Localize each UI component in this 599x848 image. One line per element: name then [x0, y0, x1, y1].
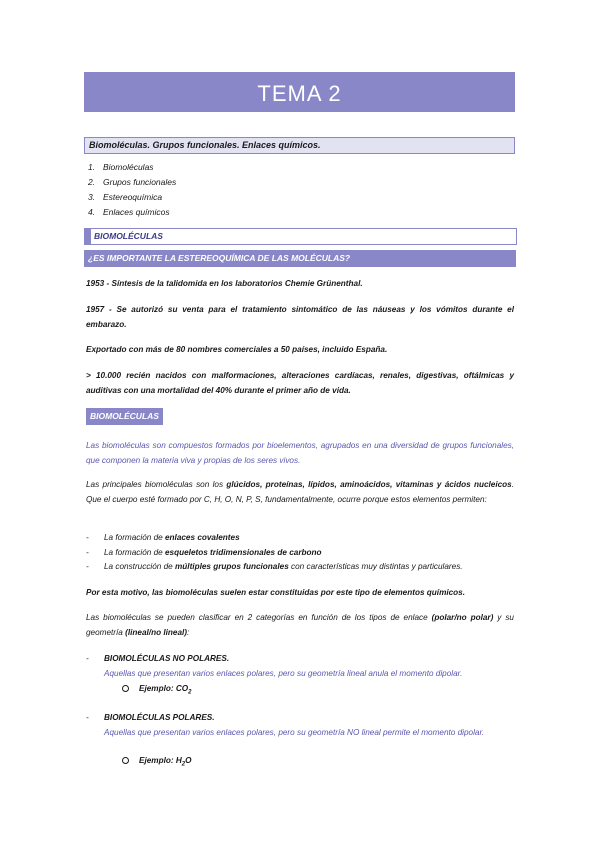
principal-post: . Que el cuerpo esté formado por C, H, O, N, P, S, fundamentalmente, ocurre porque estos elementos permiten:: [86, 480, 515, 504]
definition-paragraph: Las biomoléculas son compuestos formados por bioelementos, agrupados en una diversidad de grupos funcionales, que componen la materia viva y propias de los seres vivos.: [86, 441, 514, 465]
toc-label: Estereoquímica: [103, 192, 163, 202]
page-title: TEMA 2: [257, 81, 342, 106]
list-item-post: con características muy distintas y particulares.: [288, 562, 463, 571]
section-heading-biomoleculas: [84, 228, 517, 245]
category-nonpolar: [86, 652, 514, 667]
biomoleculas-tag-text: BIOMOLÉCULAS: [90, 411, 159, 421]
classify-pre: Las biomoléculas se pueden clasificar en 2 categorías en función de los tipos de enlace: [86, 613, 432, 622]
title-banner: [84, 72, 515, 112]
motive-paragraph: Por esta motivo, las biomoléculas suelen estar constituidas por este tipo de elementos químicos.: [86, 588, 466, 597]
category-title: BIOMOLÉCULAS NO POLARES.: [104, 654, 230, 663]
classify-paragraph: [86, 611, 514, 640]
example-text: [139, 684, 192, 696]
category-desc: Aquellas que presentan varios enlaces polares, pero su geometría NO lineal permite el momento dipolar.: [104, 728, 485, 737]
question-text: ¿ES IMPORTANTE LA ESTEREOQUÍMICA DE LAS MOLÉCULAS?: [88, 253, 351, 263]
list-dash: -: [86, 654, 89, 663]
classify-geometry: (lineal/no lineal): [125, 627, 188, 637]
toc-item: [88, 190, 388, 205]
list-item-pre: La formación de: [104, 547, 165, 557]
example-label: Ejemplo: CO: [139, 684, 189, 693]
toc-label: Grupos funcionales: [103, 177, 177, 187]
example-subscript: 2: [188, 689, 192, 696]
list-item: [86, 546, 514, 561]
history-export: Exportado con más de 80 nombres comerciales a 50 países, incluido España.: [86, 345, 388, 354]
circle-bullet-icon: [122, 685, 129, 692]
list-dash: -: [86, 562, 89, 571]
classify-post: :: [187, 627, 190, 637]
toc-item: [88, 160, 388, 175]
list-dash: -: [86, 533, 89, 542]
list-item-text: [104, 560, 463, 575]
principal-pre: Las principales biomoléculas son los: [86, 480, 227, 489]
table-of-contents: [88, 160, 388, 220]
list-item: [86, 560, 514, 575]
question-heading: [84, 250, 516, 267]
example-tail: O: [185, 756, 192, 765]
history-1953: 1953 - Síntesis de la talidomida en los laboratorios Chemie Grünenthal.: [86, 279, 363, 288]
toc-num: 4.: [88, 207, 96, 217]
list-item: [86, 531, 514, 546]
example-text: [139, 756, 192, 768]
permit-list: [86, 531, 514, 575]
principal-paragraph: [86, 478, 514, 507]
example-row: [122, 754, 532, 772]
section-tab: [85, 229, 91, 244]
list-item-bold: enlaces covalentes: [165, 533, 240, 542]
classify-bond: (polar/no polar): [431, 613, 494, 622]
list-item-pre: La formación de: [104, 533, 165, 542]
category-polar: [86, 711, 514, 726]
section-title: BIOMOLÉCULAS: [94, 231, 163, 241]
category-title-row: [86, 711, 514, 726]
example-subscript: 2: [181, 761, 186, 768]
subheading: [84, 137, 515, 154]
category-title: BIOMOLÉCULAS POLARES.: [104, 713, 215, 722]
classify-mid: y su geometría: [86, 613, 514, 637]
toc-num: 3.: [88, 192, 96, 202]
principal-items: glúcidos, proteínas, lípidos, aminoácidos, vitaminas y ácidos nucleicos: [226, 480, 512, 489]
example-label: Ejemplo: H: [139, 756, 182, 765]
circle-bullet-icon: [122, 757, 129, 764]
toc-item: [88, 175, 388, 190]
category-desc: Aquellas que presentan varios enlaces polares, pero su geometría lineal anula el momento dipolar.: [104, 669, 463, 678]
list-dash: -: [86, 713, 89, 722]
history-malformations: > 10.000 recién nacidos con malformaciones, alteraciones cardíacas, renales, digestivas, oftálmicas y auditivas con una mortalidad del 40% durante el primer año de vida.: [86, 371, 514, 395]
example-row: [122, 682, 532, 700]
list-item-bold: múltiples grupos funcionales: [175, 562, 289, 571]
list-item-text: [104, 546, 322, 561]
biomoleculas-tag: [86, 408, 163, 425]
toc-num: 2.: [88, 177, 96, 187]
subheading-text: Biomoléculas. Grupos funcionales. Enlaces químicos.: [89, 140, 321, 150]
toc-num: 1.: [88, 162, 96, 172]
history-1957: 1957 - Se autorizó su venta para el tratamiento sintomático de las náuseas y los vómitos durante el embarazo.: [86, 305, 514, 329]
category-title-row: [86, 652, 514, 667]
list-item-pre: La construcción de: [104, 562, 176, 571]
list-dash: -: [86, 547, 89, 557]
list-item-text: [104, 531, 240, 546]
toc-label: Enlaces químicos: [103, 207, 170, 217]
toc-item: [88, 205, 388, 220]
toc-label: Biomoléculas: [103, 162, 154, 172]
list-item-bold: esqueletos tridimensionales de carbono: [165, 547, 322, 557]
